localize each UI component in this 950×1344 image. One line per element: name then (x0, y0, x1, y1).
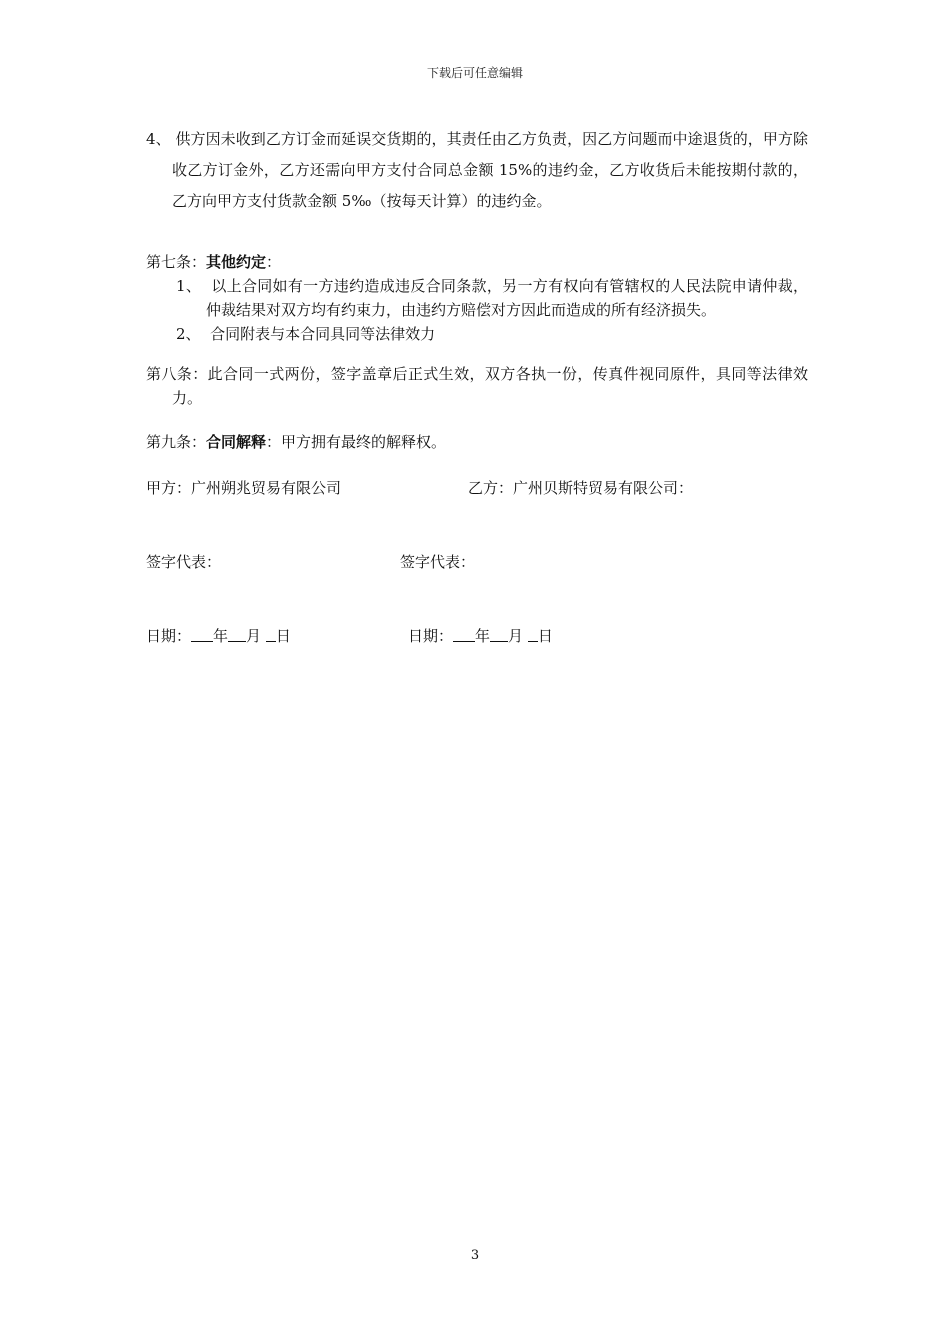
clause-7-title: 其他约定 (206, 253, 267, 271)
clause-7-list (146, 274, 808, 346)
date-month-blank (228, 627, 246, 642)
clause-7-item-2 (146, 322, 808, 346)
date-day-label: 日 (275, 627, 291, 645)
date-a (146, 624, 291, 648)
date-month-label: 月 (246, 627, 262, 645)
clause-9-title: 合同解释 (206, 433, 267, 451)
list-number: 2、 (176, 325, 201, 343)
date-year-blank (453, 627, 475, 642)
party-b: 乙方：广州贝斯特贸易有限公司： (468, 479, 694, 497)
date-month-blank (490, 627, 508, 642)
date-year-blank (191, 627, 213, 642)
list-text: 合同附表与本合同具同等法律效力 (210, 325, 436, 343)
date-day-blank (266, 627, 276, 642)
list-number: 1、 (176, 277, 202, 295)
clause-7-prefix: 第七条： (146, 253, 207, 271)
date-row (146, 624, 808, 648)
contract-body (146, 124, 808, 648)
clause-9 (146, 430, 808, 454)
page-header: 下载后可任意编辑 (426, 66, 523, 80)
signature-rep-b: 签字代表： (400, 553, 476, 571)
date-year-label: 年 (475, 627, 491, 645)
signature-row (146, 550, 808, 574)
page-number: 3 (470, 1248, 480, 1263)
signature-rep-a: 签字代表： (146, 553, 222, 571)
clause-8: 第八条：此合同一式两份，签字盖章后正式生效，双方各执一份，传真件视同原件，具同等法律效力。 (146, 365, 808, 407)
clause-7-colon: ： (266, 253, 282, 271)
date-label: 日期： (408, 627, 454, 645)
date-day-blank (528, 627, 538, 642)
clause-9-rest: ：甲方拥有最终的解释权。 (266, 433, 447, 451)
date-b (408, 624, 553, 648)
date-label: 日期： (146, 627, 192, 645)
clause-9-prefix: 第九条： (146, 433, 207, 451)
clause-7-heading (146, 250, 808, 274)
date-day-label: 日 (537, 627, 553, 645)
clause-6-item-4: 4、 供方因未收到乙方订金而延误交货期的，其责任由乙方负责，因乙方问题而中途退货的，甲方除收乙方订金外，乙方还需向甲方支付合同总金额 15%的违约金，乙方收货后未能按期付款的，乙方向甲方支付货款金额 5‰（按每天计算）的违约金。 (146, 130, 808, 210)
clause-7-item-1 (146, 274, 808, 322)
date-month-label: 月 (508, 627, 524, 645)
list-text: 以上合同如有一方违约造成违反合同条款，另一方有权向有管辖权的人民法院申请仲裁，仲裁结果对双方均有约束力，由违约方赔偿对方因此而造成的所有经济损失。 (206, 277, 808, 319)
party-a: 甲方：广州朔兆贸易有限公司 (146, 479, 342, 497)
parties-row (146, 476, 808, 500)
date-year-label: 年 (213, 627, 229, 645)
